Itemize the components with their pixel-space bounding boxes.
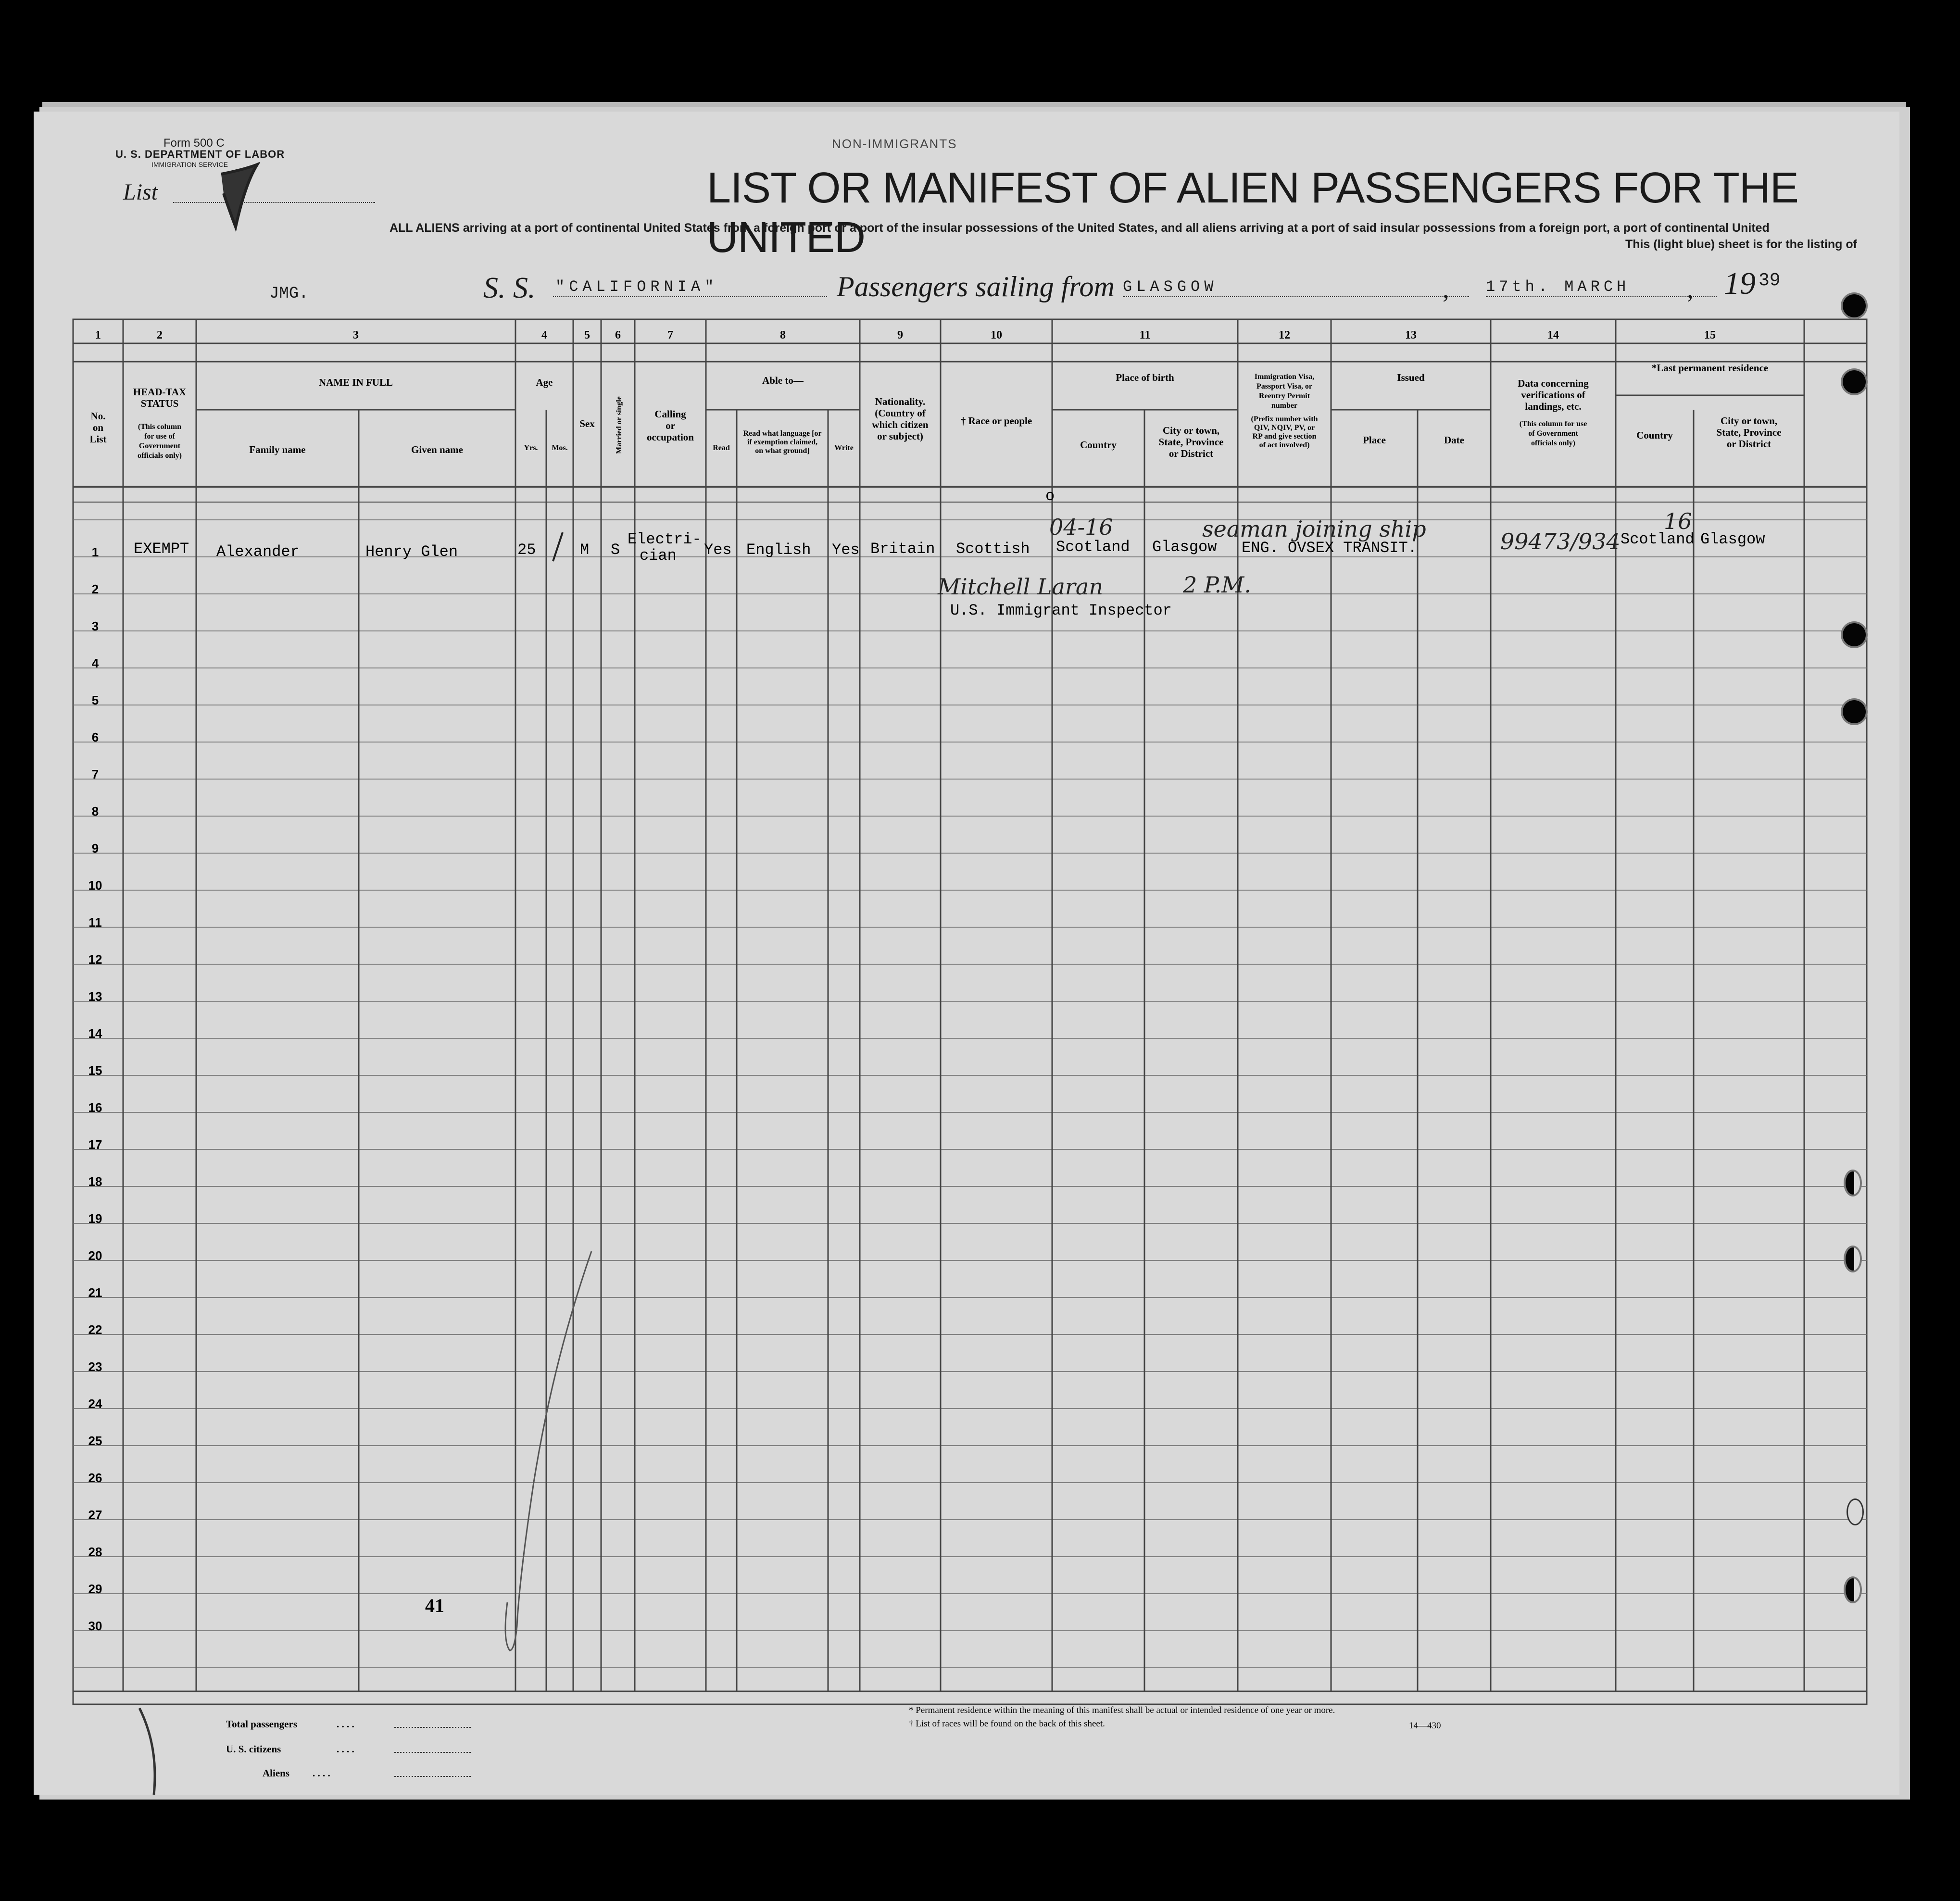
departure-port: GLASGOW — [1123, 278, 1218, 296]
svg-text:State, Province: State, Province — [1158, 436, 1224, 448]
row-number: 18 — [88, 1174, 102, 1189]
row-number: 28 — [88, 1545, 102, 1559]
list-label: List — [123, 179, 158, 205]
svg-text:(Prefix number with: (Prefix number with — [1251, 415, 1318, 423]
age-years: 25 — [517, 541, 536, 559]
page-stamp: 41 — [425, 1595, 444, 1616]
header-age: Age — [536, 377, 553, 388]
header-last-residence: *Last permanent residence — [1651, 362, 1769, 374]
residence-handwritten: 16 — [1664, 508, 1692, 534]
header-name-in-full: NAME IN FULL — [318, 377, 393, 388]
header-place-of-birth: Place of birth — [1116, 372, 1174, 383]
col-num: 10 — [991, 329, 1002, 341]
row-number: 24 — [88, 1397, 102, 1411]
row-number: 20 — [88, 1248, 102, 1263]
row-number: 30 — [88, 1619, 102, 1633]
row-number: 17 — [88, 1137, 102, 1152]
birth-date-handwritten: 04-16 — [1049, 514, 1113, 540]
row-number: 22 — [88, 1322, 102, 1337]
svg-text:on: on — [92, 422, 104, 433]
header-race: † Race or people — [960, 415, 1032, 427]
row-number: 25 — [88, 1434, 102, 1448]
circle-mark: o — [1045, 487, 1055, 505]
ship-name: "CALIFORNIA" — [555, 278, 718, 296]
visa-handwritten: seaman joining ship — [1202, 516, 1426, 542]
svg-text:QIV, NQIV, PV, or: QIV, NQIV, PV, or — [1254, 424, 1315, 432]
residence-city: Glasgow — [1700, 530, 1765, 548]
header-write: Write — [834, 444, 854, 452]
row-number: 7 — [91, 767, 99, 781]
svg-text:or District: or District — [1168, 448, 1214, 459]
comma: , — [1687, 275, 1694, 303]
ss-label: S. S. — [483, 272, 536, 304]
instructions-line-1: ALL ALIENS arriving at a port of continental United States from a foreign port or a port of the insular possessions of the United States, and all aliens arriving at a port of said insular possessions from a foreign port, a port of continental United — [389, 221, 1770, 235]
header-married: Married or single — [615, 396, 623, 454]
svg-text:or: or — [666, 420, 675, 431]
row-number: 3 — [91, 619, 99, 633]
svg-text:occupation: occupation — [646, 431, 694, 443]
col-num: 9 — [897, 329, 903, 341]
svg-text:if exemption claimed,: if exemption claimed, — [747, 438, 818, 446]
col-num: 3 — [353, 329, 359, 341]
binder-hole — [1846, 1578, 1860, 1601]
footnote-races: † List of races will be found on the back of this sheet. — [909, 1719, 1105, 1729]
year-suffix: 39 — [1759, 270, 1781, 291]
col-num: 8 — [780, 329, 786, 341]
binder-hole — [1847, 1498, 1864, 1525]
svg-text:officials only): officials only) — [1531, 439, 1575, 447]
race: Scottish — [956, 540, 1030, 558]
svg-text:List: List — [89, 433, 107, 445]
col-num: 14 — [1547, 329, 1559, 341]
svg-text:of act involved): of act involved) — [1259, 441, 1310, 449]
row-number: 14 — [88, 1026, 102, 1041]
svg-text:Data concerning: Data concerning — [1518, 378, 1589, 389]
svg-text:Read what language [or: Read what language [or — [743, 429, 822, 438]
binder-hole — [1846, 1247, 1860, 1271]
col-num: 15 — [1704, 329, 1716, 341]
row-number: 29 — [88, 1582, 102, 1596]
col-num: 12 — [1279, 329, 1290, 341]
header-birth-country: Country — [1080, 439, 1117, 451]
binder-hole — [1843, 623, 1866, 646]
category-label: NON-IMMIGRANTS — [832, 137, 957, 151]
row-number: 23 — [88, 1360, 102, 1374]
service: IMMIGRATION SERVICE — [151, 161, 228, 168]
footer-citizens-label: U. S. citizens — [226, 1743, 281, 1755]
row-number: 9 — [91, 841, 99, 856]
col-num: 5 — [584, 329, 590, 341]
svg-text:landings, etc.: landings, etc. — [1525, 401, 1582, 412]
svg-text:(Country of: (Country of — [875, 407, 926, 419]
footer-total-label: Total passengers — [226, 1718, 297, 1730]
footnote-residence: * Permanent residence within the meaning of this manifest shall be actual or intended residence of one year or more. — [909, 1705, 1335, 1715]
row-number: 10 — [88, 878, 102, 893]
year-prefix: 19 — [1724, 266, 1756, 301]
header-able-to: Able to— — [762, 375, 804, 386]
header-read: Read — [713, 444, 730, 452]
sex: M — [580, 541, 590, 559]
footer-dots: . . . . — [313, 1767, 330, 1779]
footer-dots: . . . . — [337, 1743, 354, 1755]
svg-text:officials only): officials only) — [138, 452, 182, 460]
svg-text:of Government: of Government — [1528, 429, 1578, 438]
row-number: 5 — [91, 693, 99, 707]
svg-text:(This column for use: (This column for use — [1519, 420, 1587, 428]
svg-text:HEAD-TAX: HEAD-TAX — [133, 386, 187, 398]
svg-text:for use of: for use of — [144, 432, 175, 441]
binder-hole — [1843, 294, 1866, 317]
row-number: 1 — [91, 545, 99, 559]
header-yrs: Yrs. — [524, 444, 538, 452]
header-issued-date: Date — [1444, 434, 1464, 446]
col-num: 7 — [667, 329, 673, 341]
manifest-sheet — [34, 112, 1899, 1795]
row-number: 8 — [91, 804, 99, 818]
header-mos: Mos. — [552, 444, 568, 452]
occupation-line-1: Electri- — [628, 530, 702, 548]
footer — [34, 112, 1899, 1795]
row-number: 15 — [88, 1063, 102, 1078]
row-number: 6 — [91, 730, 99, 744]
marital-status: S — [611, 541, 620, 559]
residence-country: Scotland — [1621, 530, 1695, 548]
sailing-date: 17th. MARCH — [1486, 278, 1630, 296]
row-number: 26 — [88, 1471, 102, 1485]
svg-text:Calling: Calling — [654, 408, 686, 420]
department: U. S. DEPARTMENT OF LABOR — [115, 148, 285, 160]
svg-text:(This column: (This column — [138, 423, 182, 431]
row-number: 12 — [88, 952, 102, 967]
svg-text:Nationality.: Nationality. — [875, 396, 926, 407]
header-given-name: Given name — [411, 444, 463, 455]
svg-text:or District: or District — [1726, 438, 1772, 450]
row-number: 19 — [88, 1211, 102, 1226]
inspector-signature: Mitchell Laran — [938, 574, 1103, 600]
binder-hole — [1843, 370, 1866, 393]
binder-hole — [1846, 1171, 1860, 1195]
language: English — [746, 541, 811, 559]
svg-text:Passport Visa, or: Passport Visa, or — [1256, 382, 1312, 390]
row-number: 4 — [91, 656, 99, 670]
instructions-line-2: This (light blue) sheet is for the listing of — [1625, 238, 1857, 251]
footer-aliens-label: Aliens — [263, 1767, 290, 1779]
svg-text:Reentry Permit: Reentry Permit — [1258, 392, 1310, 400]
header-issued-place: Place — [1363, 434, 1386, 446]
row-number: 16 — [88, 1100, 102, 1115]
svg-text:STATUS: STATUS — [140, 398, 179, 409]
row-number: 11 — [88, 915, 102, 930]
row-number: 2 — [91, 582, 99, 596]
col-num: 11 — [1139, 329, 1151, 341]
col-num: 2 — [157, 329, 163, 341]
form-code: 14—430 — [1409, 1721, 1441, 1731]
col-num: 6 — [615, 329, 621, 341]
row-number: 13 — [88, 989, 102, 1004]
svg-text:State, Province: State, Province — [1716, 427, 1782, 438]
clerk-initials: JMG. — [269, 285, 309, 303]
page-title: LIST OR MANIFEST OF ALIEN PASSENGERS FOR THE UNITED — [707, 164, 1798, 262]
birth-city: Glasgow — [1152, 538, 1217, 556]
svg-text:RP and give section: RP and give section — [1252, 432, 1317, 441]
head-tax-status: EXEMPT — [134, 540, 189, 558]
header-family-name: Family name — [249, 444, 306, 455]
header-res-country: Country — [1636, 429, 1673, 441]
verification-number: 99473/934 — [1500, 529, 1621, 554]
birth-country: Scotland — [1056, 538, 1130, 556]
sailing-label: Passengers sailing from — [837, 271, 1115, 302]
svg-text:on what ground]: on what ground] — [755, 447, 810, 455]
svg-text:number: number — [1271, 402, 1298, 410]
svg-text:Government: Government — [138, 442, 181, 450]
svg-text:or subject): or subject) — [877, 430, 923, 442]
col-num: 4 — [541, 329, 547, 341]
binder-hole — [1843, 700, 1866, 723]
row-number: 27 — [88, 1508, 102, 1522]
svg-text:No.: No. — [90, 410, 106, 422]
header-issued: Issued — [1397, 372, 1425, 383]
can-write: Yes — [832, 541, 860, 559]
svg-text:verifications of: verifications of — [1521, 389, 1585, 401]
col-num: 13 — [1405, 329, 1417, 341]
inspector-time: 2 P.M. — [1183, 572, 1251, 598]
given-name: Henry Glen — [365, 543, 458, 561]
svg-text:which citizen: which citizen — [872, 419, 929, 430]
svg-text:City or town,: City or town, — [1720, 415, 1778, 427]
can-read: Yes — [704, 541, 732, 559]
svg-text:Immigration Visa,: Immigration Visa, — [1254, 373, 1315, 381]
col-num: 1 — [95, 329, 101, 341]
header-sex: Sex — [579, 418, 595, 429]
comma: , — [1443, 275, 1449, 303]
nationality: Britain — [870, 540, 935, 558]
row-number: 21 — [88, 1285, 102, 1300]
footer-dots: . . . . — [337, 1718, 354, 1730]
svg-text:City or town,: City or town, — [1162, 425, 1220, 436]
form-number: Form 500 C — [163, 137, 225, 150]
family-name: Alexander — [216, 543, 300, 561]
inspector-title: U.S. Immigrant Inspector — [950, 602, 1172, 619]
occupation-line-2: cian — [640, 547, 677, 565]
visa-note: ENG. OVSEX TRANSIT. — [1242, 539, 1417, 557]
